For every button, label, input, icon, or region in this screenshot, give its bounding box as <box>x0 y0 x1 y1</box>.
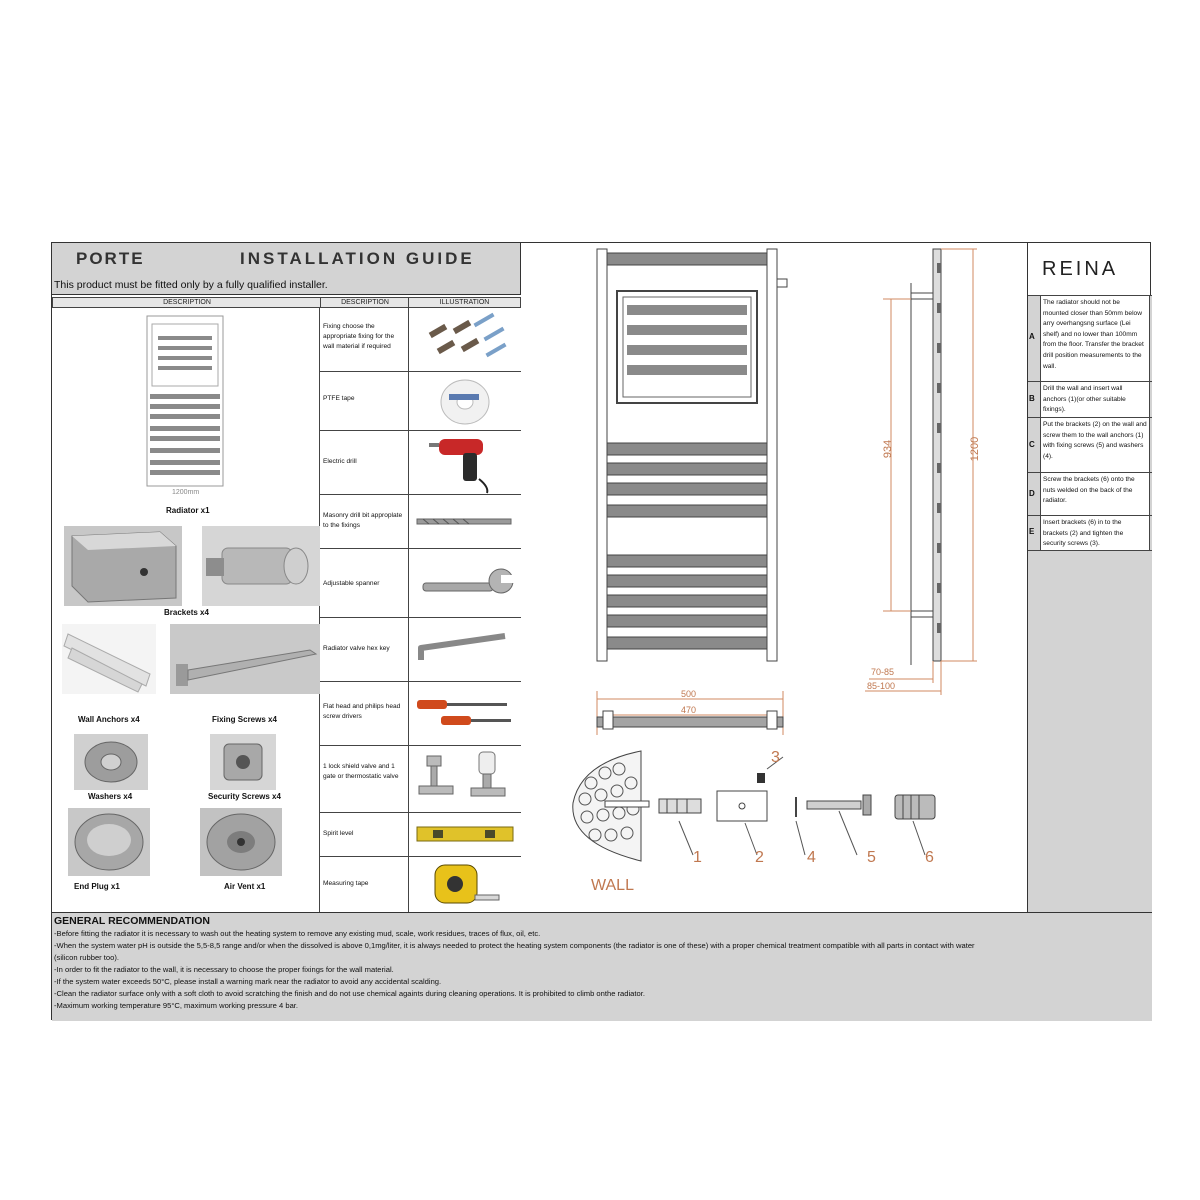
dimension-934: 934 <box>882 439 895 459</box>
tool-row <box>320 308 521 372</box>
recommendation-line: -Maximum working temperature 95°C, maximum working pressure 4 bar. <box>54 1001 299 1010</box>
step-letter: B <box>1029 394 1035 403</box>
valves-icon <box>408 746 521 812</box>
component-number-3: 3 <box>771 749 780 766</box>
wall-plugs-icon <box>408 308 521 371</box>
wall-component-sketch <box>573 751 935 861</box>
step-e <box>1028 515 1152 551</box>
radiator-sketch <box>142 314 232 489</box>
washers-caption: Washers x4 <box>88 792 133 801</box>
step-text: Drill the wall and insert wall anchors (1)(or other suitable fixings). <box>1040 382 1150 418</box>
wall-label: WALL <box>591 877 634 894</box>
component-number-4: 4 <box>807 849 816 866</box>
dimension-85-100: 85-100 <box>867 681 896 691</box>
hex-key-icon <box>408 618 521 681</box>
tool-row <box>320 372 521 431</box>
component-number-1: 1 <box>693 849 702 866</box>
tool-description: 1 lock shield valve and 1 gate or thermostatic valve <box>323 763 399 780</box>
tool-description: Spirit level <box>323 830 354 837</box>
dimension-1200: 1200 <box>969 436 982 462</box>
screwdrivers-icon <box>408 682 521 745</box>
tool-description: Adjustable spanner <box>323 580 380 587</box>
step-c <box>1028 417 1152 473</box>
fixing-screw-photo <box>170 624 320 694</box>
tool-description: Measuring tape <box>323 880 369 887</box>
step-text: Put the brackets (2) on the wall and screw them to the wall anchors (1) with fixing screws (5) and washers (4). <box>1040 418 1150 473</box>
recommendation-line: -Clean the radiator surface only with a soft cloth to avoid scratching the finish and do not use chemical againts during cleaning operations. It is prohibited to climb onthe radiator. <box>54 989 645 998</box>
bracket-block-photo <box>64 526 182 606</box>
security-screws-caption: Security Screws x4 <box>208 792 281 801</box>
reina-brand: REINA <box>1042 258 1119 280</box>
security-screw-photo <box>210 734 276 790</box>
tool-row <box>320 857 521 912</box>
left-description-header: DESCRIPTION <box>52 297 322 308</box>
description-header: DESCRIPTION <box>320 297 410 308</box>
ptfe-tape-icon <box>408 372 521 430</box>
installation-steps <box>1028 295 1152 912</box>
step-text: The radiator should not be mounted closer than 50mm below arry overhangsng surface (Lei shelf) and no lower than 100mm from the floor. Transfer the bracket drill position measurements to the wall. <box>1040 296 1150 382</box>
drill-bit-icon <box>408 495 521 548</box>
installation-guide-sheet <box>51 242 1151 1020</box>
step-b <box>1028 381 1152 418</box>
bracket-pin-photo <box>202 526 320 606</box>
general-title: GENERAL RECOMMENDATION <box>54 915 210 927</box>
tool-row <box>320 746 521 813</box>
component-number-6: 6 <box>925 849 934 866</box>
guide-header <box>52 243 521 295</box>
step-text: Screw the brackets (6) onto the nuts welded on the back of the radiator. <box>1040 473 1150 516</box>
illustration-header: ILLUSTRATION <box>408 297 521 308</box>
spanner-icon <box>408 549 521 617</box>
page-title: INSTALLATION GUIDE <box>240 249 475 268</box>
spirit-level-icon <box>408 813 521 856</box>
parts-panel <box>52 308 320 912</box>
recommendation-line: -When the system water pH is outside the 5,5-8,5 range and/or when the dissolved is above 0,1mg/liter, it is always needed to protect the heating system components (the radiator is one of these) with a proper chemical treatment compatible with all parts in contact with water <box>54 941 975 950</box>
component-number-2: 2 <box>755 849 764 866</box>
step-a <box>1028 295 1152 382</box>
product-name: PORTE <box>76 249 145 268</box>
electric-drill-icon <box>408 431 521 494</box>
radiator-technical-drawing <box>521 243 1028 912</box>
wall-anchors-caption: Wall Anchors x4 <box>78 715 140 724</box>
tool-description: Masonry drill bit approplate to the fixings <box>323 512 403 529</box>
step-letter: A <box>1029 332 1035 341</box>
tool-row <box>320 682 521 746</box>
dimension-500: 500 <box>681 689 697 699</box>
recommendation-line: -If the system water exceeds 50°C, please install a warning mark near the radiator to avoid any accidental scalding. <box>54 977 442 986</box>
tool-description: Flat head and philips head screw drivers <box>323 703 401 720</box>
air-vent-caption: Air Vent x1 <box>224 882 266 891</box>
tool-row <box>320 618 521 682</box>
radiator-dimension-label: 1200mm <box>172 489 200 496</box>
installer-warning: This product must be fitted only by a fully qualified installer. <box>54 279 328 291</box>
radiator-caption: Radiator x1 <box>166 506 210 515</box>
wall-anchors-photo <box>62 624 156 694</box>
tool-description: Electric drill <box>323 458 357 465</box>
radiator-front-view <box>597 249 787 661</box>
step-letter: E <box>1029 527 1035 536</box>
washer-photo <box>74 734 148 790</box>
recommendation-line: -Before fitting the radiator it is necessary to wash out the heating system to remove any existing mud, scale, work residues, traces of flux, oil, etc. <box>54 929 541 938</box>
end-plug-caption: End Plug x1 <box>74 882 120 891</box>
end-plug-photo <box>68 808 150 876</box>
step-letter: D <box>1029 489 1035 498</box>
tool-description: PTFE tape <box>323 395 355 402</box>
tool-row <box>320 495 521 549</box>
tool-row <box>320 549 521 618</box>
recommendation-line: -In order to fit the radiator to the wall, it is necessary to choose the proper fixings for the wall material. <box>54 965 394 974</box>
general-recommendation <box>52 912 1152 1021</box>
dimension-470: 470 <box>681 705 697 715</box>
step-letter: C <box>1029 440 1035 449</box>
fixing-screws-caption: Fixing Screws x4 <box>212 715 277 724</box>
recommendation-line: (silicon rubber too). <box>54 953 119 962</box>
component-number-5: 5 <box>867 849 876 866</box>
tool-row <box>320 431 521 495</box>
step-d <box>1028 472 1152 516</box>
technical-drawing-panel <box>521 243 1028 912</box>
dimension-70-85: 70-85 <box>871 667 895 677</box>
tool-description: Fixing choose the appropriate fixing for the wall material if required <box>323 323 395 350</box>
measuring-tape-icon <box>408 857 521 912</box>
tool-description: Radiator valve hex key <box>323 645 390 652</box>
tool-row <box>320 813 521 857</box>
air-vent-photo <box>200 808 282 876</box>
radiator-side-view <box>865 249 977 695</box>
brackets-caption: Brackets x4 <box>164 608 209 617</box>
step-text: Insert brackets (6) in to the brackets (2) and tighten the security screws (3). <box>1040 516 1150 550</box>
